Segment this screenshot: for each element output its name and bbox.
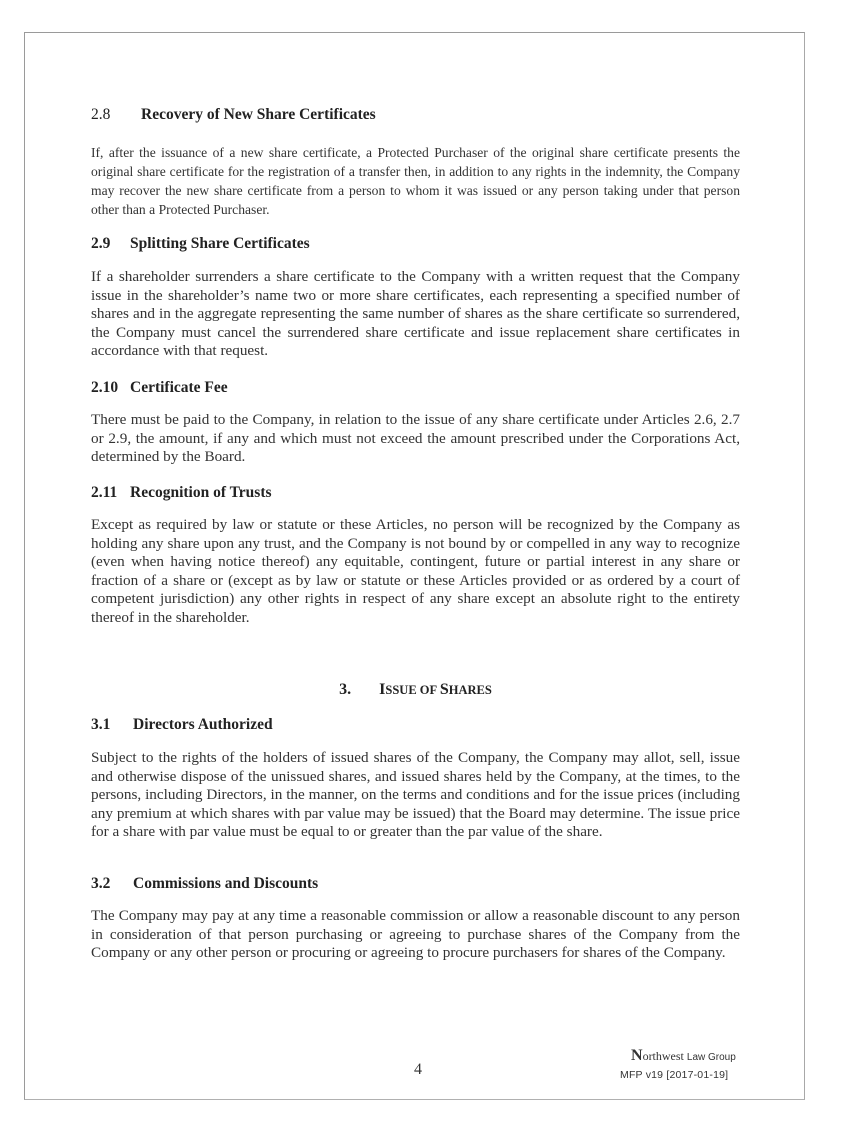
section-body-3-2: The Company may pay at any time a reasonable commission or allow a reasonable discount to any person in consideration of that person purchasing or agreeing to purchase shares of the Company from the Company or any other person or procuring or agreeing to procure purchasers for shares of the Company. [91,907,740,962]
section-heading-3-2 [91,875,318,893]
section-body-2-10: There must be paid to the Company, in relation to the issue of any share certificate under Articles 2.6, 2.7 or 2.9, the amount, if any and which must not exceed the amount prescribed under the Corporations Act, determined by the Board. [91,411,740,466]
section-number: 2.8 [91,106,111,123]
article-title-initial: S [439,681,449,698]
section-number: 2.10 [91,379,119,396]
section-title: Certificate Fee [130,379,228,396]
section-number: 2.11 [91,484,118,501]
section-body-2-9: If a shareholder surrenders a share certificate to the Company with a written request that the Company issue in the shareholder’s name two or more share certificates, each representing a specified number of shares and in the aggregate representing the same number of shares as the share certificate so surrendered, the Company must cancel the surrendered share certificate and issue replacement share certificates in accordance with that request. [91,268,740,360]
article-number: 3. [339,681,352,698]
section-heading-2-11 [91,484,272,502]
section-number: 2.9 [91,235,111,252]
section-body-2-8: If, after the issuance of a new share certificate, a Protected Purchaser of the original share certificate presents the original share certificate for the registration of a transfer then, in addition to any rights in the indemnity, the Company may recover the new share certificate from a person to whom it was issued or any person taking under that person other than a Protected Purchaser. [91,145,740,217]
section-title: Directors Authorized [133,716,273,733]
section-title: Recovery of New Share Certificates [141,106,376,123]
article-title-part: SSUE OF [385,683,440,697]
section-title: Recognition of Trusts [130,484,272,501]
section-heading-2-8 [91,106,376,124]
article-heading [91,681,740,699]
document-version: MFP v19 [2017-01-19] [620,1069,729,1081]
section-title: Commissions and Discounts [133,875,319,892]
page-number: 4 [414,1061,422,1078]
firm-name [631,1047,736,1065]
section-body-3-1: Subject to the rights of the holders of issued shares of the Company, the Company may allot, sell, issue and otherwise dispose of the unissued shares, and issued shares held by the Company, at the times, to the persons, including Directors, in the manner, on the terms and conditions and for the issue prices (including any premium at which shares with par value may be issued) that the Board may determine. The issue price for a share with par value must be equal to or greater than the par value of the share. [91,749,740,841]
article-title-part: HARES [448,683,492,697]
firm-name-rest: orthwest [642,1049,684,1063]
section-heading-2-9 [91,235,310,253]
article-title-initial: I [379,681,386,698]
section-title: Splitting Share Certificates [130,235,310,252]
section-heading-3-1 [91,716,273,734]
firm-initial: N [631,1047,643,1064]
section-heading-2-10 [91,379,228,397]
section-number: 3.2 [91,875,111,892]
section-number: 3.1 [91,716,111,733]
firm-suffix: Law Group [686,1052,736,1063]
section-body-2-11: Except as required by law or statute or these Articles, no person will be recognized by the Company as holding any share upon any trust, and the Company is not bound by or compelled in any way to recognize (even when having notice thereof) any equitable, contingent, future or partial interest in any share or fraction of a share or (except as by law or statute or these Articles provided or as ordered by a court of competent jurisdiction) any other rights in respect of any share except an absolute right to the entirety thereof in the shareholder. [91,516,740,626]
